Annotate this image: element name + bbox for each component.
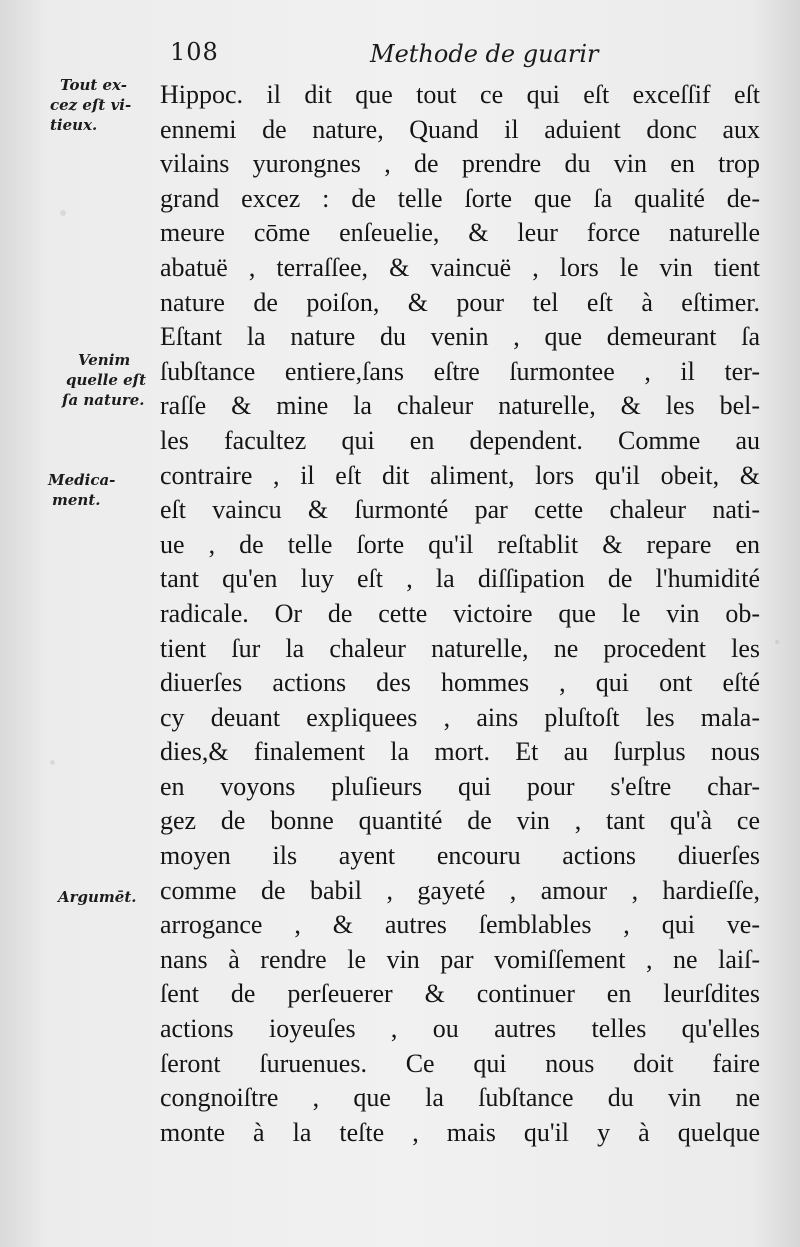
text-line: nature de poiſon, & pour tel eſt à eſtimer. — [160, 287, 760, 317]
margin-note-line: Argumēt. — [58, 888, 137, 906]
text-line: ſeront ſuruenues. Ce qui nous doit faire — [160, 1048, 760, 1078]
text-line: raſſe & mine la chaleur naturelle, & les bel- — [160, 391, 760, 421]
text-line: monte à la teſte , mais qu'il y à quelque — [160, 1117, 760, 1147]
text-line: en voyons pluſieurs qui pour s'eſtre char- — [160, 771, 760, 801]
text-line: nans à rendre le vin par vomiſſement , ne laiſ- — [160, 944, 760, 974]
text-line: ſent de perſeuerer & continuer en leurſdites — [160, 979, 760, 1009]
margin-note-medicament — [48, 470, 115, 510]
text-line: moyen ils ayent encouru actions diuerſes — [160, 841, 760, 871]
text-line: gez de bonne quantité de vin , tant qu'à ce — [160, 806, 760, 836]
text-line: abatuë , terraſſee, & vaincuë , lors le vin tient — [160, 252, 760, 282]
text-line: tant qu'en luy eſt , la diſſipation de l'humidité — [160, 564, 760, 594]
running-head — [0, 38, 800, 78]
text-line: Eſtant la nature du venin , que demeurant ſa — [160, 322, 760, 352]
text-line: meure cōme enſeuelie, & leur force naturelle — [160, 218, 760, 248]
margin-note-line: ment. — [52, 491, 101, 509]
page-stain — [50, 760, 55, 765]
page-stain — [60, 210, 66, 216]
text-line: les facultez qui en dependent. Comme au — [160, 425, 760, 455]
margin-note-line: ſa nature. — [62, 391, 145, 409]
margin-note-argument — [58, 887, 137, 907]
text-line: comme de babil , gayeté , amour , hardieſſe, — [160, 875, 760, 905]
margin-note-line: Tout ex- — [60, 76, 127, 94]
text-line: diuerſes actions des hommes , qui ont eſté — [160, 668, 760, 698]
margin-note-line: Venim — [78, 351, 131, 369]
text-line: vilains yurongnes , de prendre du vin en trop — [160, 149, 760, 179]
text-line: ue , de telle ſorte qu'il reſtablit & repare en — [160, 529, 760, 559]
text-line: ennemi de nature, Quand il aduient donc aux — [160, 114, 760, 144]
text-line: contraire , il eſt dit aliment, lors qu'il obeit, & — [160, 460, 760, 490]
text-line: grand excez : de telle ſorte que ſa qualité de- — [160, 183, 760, 213]
margin-note-line: cez eſt vi- — [50, 96, 132, 114]
text-line: arrogance , & autres ſemblables , qui ve- — [160, 910, 760, 940]
text-line: actions ioyeuſes , ou autres telles qu'elles — [160, 1014, 760, 1044]
margin-note-line: tieux. — [50, 116, 98, 134]
text-line: dies,& finalement la mort. Et au ſurplus nous — [160, 737, 760, 767]
margin-note-line: Medica- — [48, 471, 116, 489]
body-text — [160, 78, 760, 1150]
text-line: tient ſur la chaleur naturelle, ne procedent les — [160, 633, 760, 663]
page-stain — [775, 640, 779, 644]
running-title: Methode de guarir — [370, 40, 599, 68]
margin-note-line: quelle eſt — [66, 371, 147, 389]
text-line: eſt vaincu & ſurmonté par cette chaleur nati- — [160, 495, 760, 525]
text-line: ſubſtance entiere,ſans eſtre ſurmontee , il ter- — [160, 356, 760, 386]
text-line: Hippoc. il dit que tout ce qui eſt exceſſif eſt — [160, 80, 760, 109]
text-line: cy deuant expliquees , ains pluſtoſt les mala- — [160, 702, 760, 732]
page-number: 108 — [170, 38, 219, 66]
text-line: congnoiſtre , que la ſubſtance du vin ne — [160, 1083, 760, 1113]
margin-note-venim — [62, 350, 147, 410]
text-line: radicale. Or de cette victoire que le vin ob- — [160, 598, 760, 628]
margin-note-tout-excez — [50, 75, 132, 135]
